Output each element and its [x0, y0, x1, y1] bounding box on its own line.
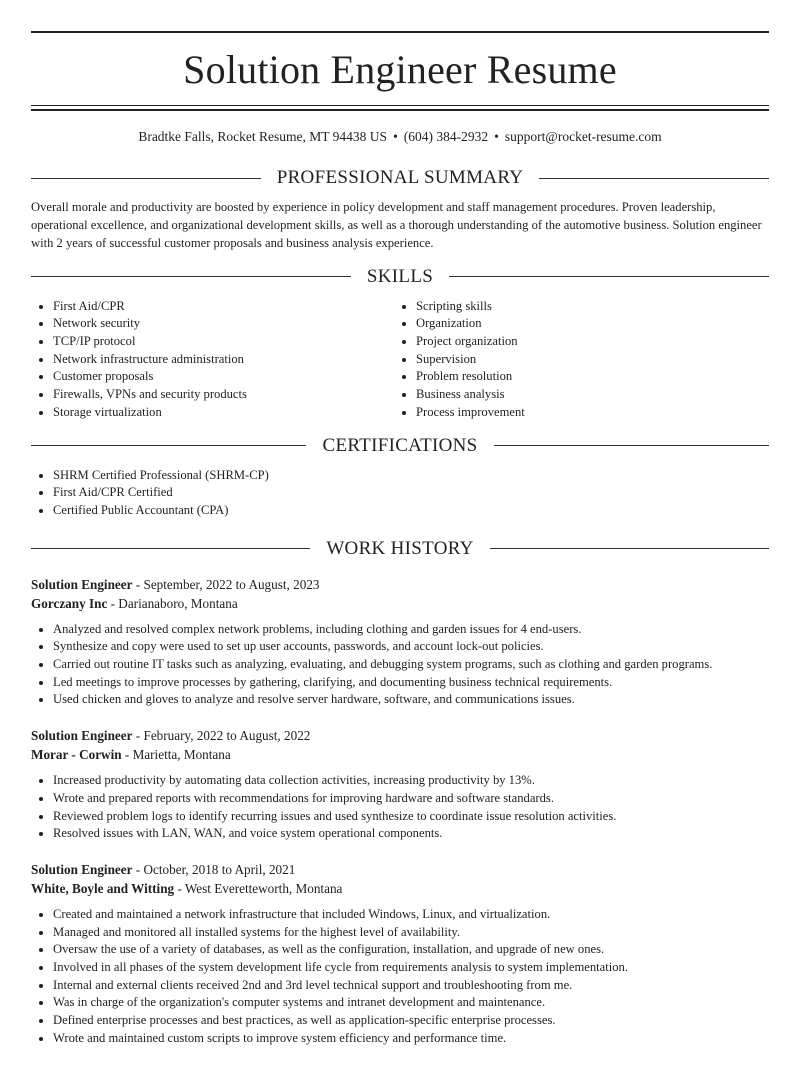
- skill-item: Process improvement: [416, 404, 757, 422]
- job-bullet: Involved in all phases of the system development life cycle from requirements analysis to system implementation.: [53, 959, 769, 977]
- section-heading-skills: [31, 265, 769, 289]
- job-bullet: Increased productivity by automating data collection activities, increasing productivity by 13%.: [53, 772, 769, 790]
- bullet-separator: •: [393, 129, 398, 144]
- job-company-line: [31, 745, 769, 764]
- job-title: Solution Engineer: [31, 576, 133, 592]
- skill-item: First Aid/CPR: [53, 298, 394, 316]
- job-bullet: Led meetings to improve processes by gathering, clarifying, and documenting business technical requirements.: [53, 674, 769, 692]
- contact-address: Bradtke Falls, Rocket Resume, MT 94438 US: [138, 129, 388, 144]
- skill-item: Scripting skills: [416, 298, 757, 316]
- skill-item: Supervision: [416, 351, 757, 369]
- job-bullet: Wrote and prepared reports with recommendations for improving hardware and software standards.: [53, 790, 769, 808]
- skill-item: Network security: [53, 315, 394, 333]
- top-rule: [31, 31, 769, 33]
- job-bullet: Used chicken and gloves to analyze and resolve server hardware, software, and communications issues.: [53, 691, 769, 709]
- skills-column-left: [31, 298, 394, 422]
- section-heading-certifications: [31, 434, 769, 458]
- job-location: - Marietta, Montana: [121, 747, 231, 763]
- job-location: - West Everetteworth, Montana: [174, 880, 343, 896]
- contact-email: support@rocket-resume.com: [504, 129, 662, 144]
- heading-rule-right: [539, 178, 769, 179]
- skill-item: Organization: [416, 315, 757, 333]
- job-bullet: Created and maintained a network infrastructure that included Windows, Linux, and virtualization.: [53, 906, 769, 924]
- job-company: Gorczany Inc: [31, 595, 108, 611]
- job-company: White, Boyle and Witting: [31, 880, 175, 896]
- job-dates: - February, 2022 to August, 2022: [132, 728, 311, 744]
- job-bullet: Defined enterprise processes and best practices, as well as application-specific enterprise processes.: [53, 1012, 769, 1030]
- job-bullet: Oversaw the use of a variety of databases, as well as the configuration, installation, and upgrade of new ones.: [53, 941, 769, 959]
- section-heading-label: CERTIFICATIONS: [322, 434, 478, 456]
- job-dates: - October, 2018 to April, 2021: [132, 861, 296, 877]
- heading-rule-left: [31, 445, 306, 446]
- heading-rule-left: [31, 548, 310, 549]
- job-company-line: [31, 594, 769, 613]
- job-dates: - September, 2022 to August, 2023: [132, 576, 320, 592]
- job-entry: [31, 726, 769, 843]
- skills-column-right: [394, 298, 757, 422]
- section-heading-summary: [31, 166, 769, 190]
- job-bullets: [31, 906, 769, 1048]
- skill-item: Firewalls, VPNs and security products: [53, 386, 394, 404]
- job-company: Morar - Corwin: [31, 747, 122, 763]
- heading-rule-right: [494, 445, 769, 446]
- job-title: Solution Engineer: [31, 728, 133, 744]
- heading-rule-right: [449, 276, 769, 277]
- rule-line: [31, 109, 769, 111]
- skill-item: TCP/IP protocol: [53, 333, 394, 351]
- certification-item: SHRM Certified Professional (SHRM-CP): [53, 467, 769, 485]
- title-double-rule: [31, 105, 769, 111]
- certifications-list: [31, 467, 769, 520]
- job-bullets: [31, 621, 769, 710]
- resume-page: [0, 31, 800, 1048]
- contact-line: [31, 128, 769, 146]
- heading-rule-left: [31, 276, 351, 277]
- section-heading-label: WORK HISTORY: [326, 537, 474, 559]
- skills-list: [31, 298, 769, 422]
- job-bullet: Internal and external clients received 2nd and 3rd level technical support and troubleshooting from me.: [53, 977, 769, 995]
- job-company-line: [31, 879, 769, 898]
- job-entry: [31, 860, 769, 1048]
- rule-line: [31, 105, 769, 106]
- job-bullet: Reviewed problem logs to identify recurring issues and used synthesize to coordinate issue resolution activities.: [53, 808, 769, 826]
- job-entry: [31, 575, 769, 710]
- job-bullet: Resolved issues with LAN, WAN, and voice system operational components.: [53, 825, 769, 843]
- skill-item: Business analysis: [416, 386, 757, 404]
- job-title-line: [31, 575, 769, 594]
- section-heading-label: SKILLS: [366, 265, 434, 287]
- bullet-separator: •: [494, 129, 499, 144]
- job-bullet: Analyzed and resolved complex network problems, including clothing and garden issues for 4 end-users.: [53, 621, 769, 639]
- certification-item: Certified Public Accountant (CPA): [53, 502, 769, 520]
- summary-text: Overall morale and productivity are boosted by experience in policy development and staff management procedures. Proven leadership, operational excellence, and organizational development skills, as well as a thorough understanding of the automotive business. Solution engineer with 2 years of successful customer proposals and business analysis experience.: [31, 200, 762, 250]
- heading-rule-left: [31, 178, 261, 179]
- skill-item: Storage virtualization: [53, 404, 394, 422]
- job-title: Solution Engineer: [31, 861, 133, 877]
- resume-title: Solution Engineer Resume: [183, 47, 617, 92]
- job-bullet: Carried out routine IT tasks such as analyzing, evaluating, and debugging system programs, such as clothing and garden programs.: [53, 656, 769, 674]
- section-heading-work-history: [31, 537, 769, 561]
- job-bullets: [31, 772, 769, 843]
- job-bullet: Managed and monitored all installed systems for the highest level of availability.: [53, 924, 769, 942]
- job-bullet: Wrote and maintained custom scripts to improve system efficiency and performance time.: [53, 1030, 769, 1048]
- skill-item: Problem resolution: [416, 368, 757, 386]
- certification-item: First Aid/CPR Certified: [53, 484, 769, 502]
- section-heading-label: PROFESSIONAL SUMMARY: [276, 167, 524, 188]
- skill-item: Network infrastructure administration: [53, 351, 394, 369]
- job-title-line: [31, 726, 769, 745]
- job-bullet: Synthesize and copy were used to set up user accounts, passwords, and account lock-out policies.: [53, 638, 769, 656]
- heading-rule-right: [490, 548, 769, 549]
- contact-phone: (604) 384-2932: [403, 129, 489, 144]
- job-title-line: [31, 860, 769, 879]
- skill-item: Project organization: [416, 333, 757, 351]
- skill-item: Customer proposals: [53, 368, 394, 386]
- job-bullet: Was in charge of the organization's computer systems and intranet development and maintenance.: [53, 994, 769, 1012]
- job-location: - Darianaboro, Montana: [107, 595, 238, 611]
